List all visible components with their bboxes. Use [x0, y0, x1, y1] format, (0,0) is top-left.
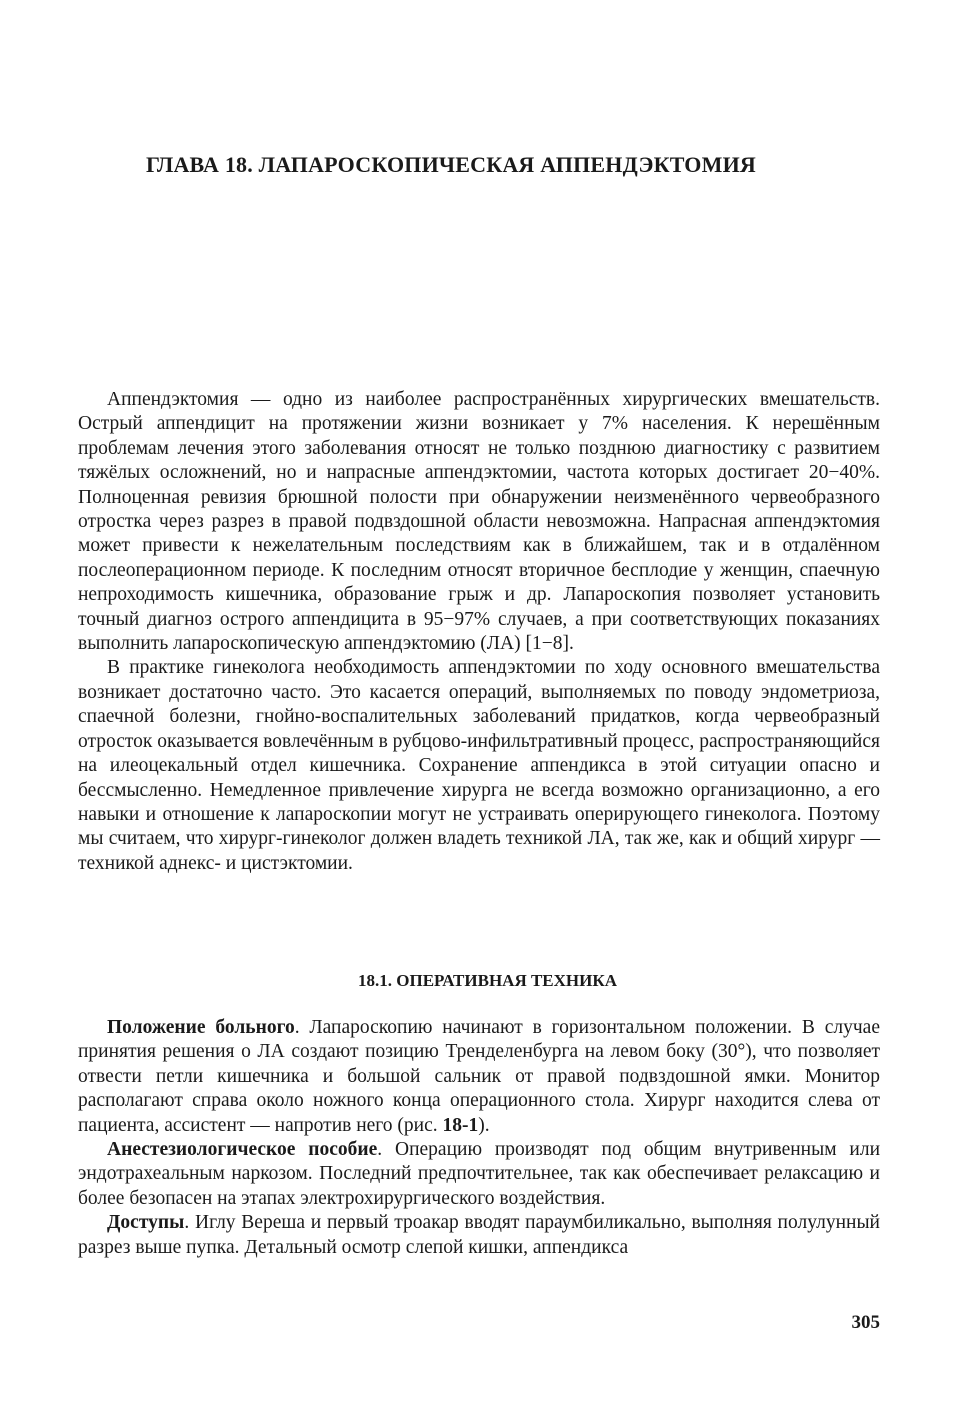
anesthesia-text: . Операцию производят под общим внутривенным или эндотрахеальным наркозом. Последний предпочтительнее, так как обеспечивает релаксацию и более безопасен на этапах электрохирургического воздействия.: [78, 1139, 881, 1209]
anesthesia-paragraph: [78, 1138, 880, 1211]
position-label: Положение больного: [107, 1017, 295, 1038]
section-heading: 18.1. ОПЕРАТИВНАЯ ТЕХНИКА: [358, 971, 617, 990]
position-text-end: ).: [478, 1114, 490, 1136]
technique-text: [78, 1016, 880, 1260]
intro-paragraph: Аппендэктомия — одно из наиболее распространённых хирургических вмешательств. Острый аппендицит на протяжении жизни возникает у 7% населения. К нерешённым проблемам лечения этого заболевания относят не только позднюю диагностику с развитием тяжёлых осложнений, но и напрасные аппендэктомии, частота которых достигает 20−40%. Полноценная ревизия брюшной полости при обнаружении неизменённого червеобразного отростка через разрез в правой подвздошной области невозможна. Напрасная аппендэктомия может привести к нежелательным последствиям как в ближайшем, так и в отдалённом послеоперационном периоде. К последним относят вторичное бесплодие у женщин, спаечную непроходимость кишечника, образование грыж и др. Лапароскопия позволяет установить точный диагноз острого аппендицита в 95−97% случаев, а при соответствующих показаниях выполнить лапароскопическую аппендэктомию (ЛА) [1−8].: [78, 389, 880, 655]
intro-text: [78, 388, 880, 876]
access-text: . Иглу Вереша и первый троакар вводят параумбиликально, выполняя полулунный разрез выше пупка. Детальный осмотр слепой кишки, аппендикса: [78, 1212, 880, 1258]
page-number: 305: [851, 1312, 880, 1333]
anesthesia-label: Анестезиологическое пособие: [107, 1139, 378, 1161]
chapter-title: ГЛАВА 18. ЛАПАРОСКОПИЧЕСКАЯ АППЕНДЭКТОМИЯ: [146, 152, 756, 177]
access-paragraph: [78, 1211, 880, 1260]
position-text: . Лапароскопию начинают в горизонтальном положении. В случае принятия решения о ЛА создают позицию Тренделенбурга на левом боку (30°), что позволяет отвести петли кишечника и большой сальник от правой подвздошной ямки. Монитор располагают справа около ножного конца операционного стола. Хирург находится слева от пациента, ассистент — напротив него (рис.: [78, 1017, 880, 1136]
intro-paragraph: В практике гинеколога необходимость аппендэктомии по ходу основного вмешательства возникает достаточно часто. Это касается операций, выполняемых по поводу эндометриоза, спаечной болезни, гнойно-воспалительных заболеваний придатков, когда червеобразный отросток оказывается вовлечённым в рубцово-инфильтративный процесс, распространяющийся на илеоцекальный отдел кишечника. Сохранение аппендикса в этой ситуации опасно и бессмысленно. Немедленное привлечение хирурга не всегда возможно организационно, а его навыки и отношение к лапароскопии могут не устраивать оперирующего гинеколога. Поэтому мы считаем, что хирург-гинеколог должен владеть техникой ЛА, так же, как и общий хирург — техникой аднекс- и цистэктомии.: [78, 657, 880, 874]
position-paragraph: [78, 1016, 880, 1138]
access-label: Доступы: [107, 1212, 185, 1234]
figure-reference: 18-1: [442, 1114, 479, 1136]
